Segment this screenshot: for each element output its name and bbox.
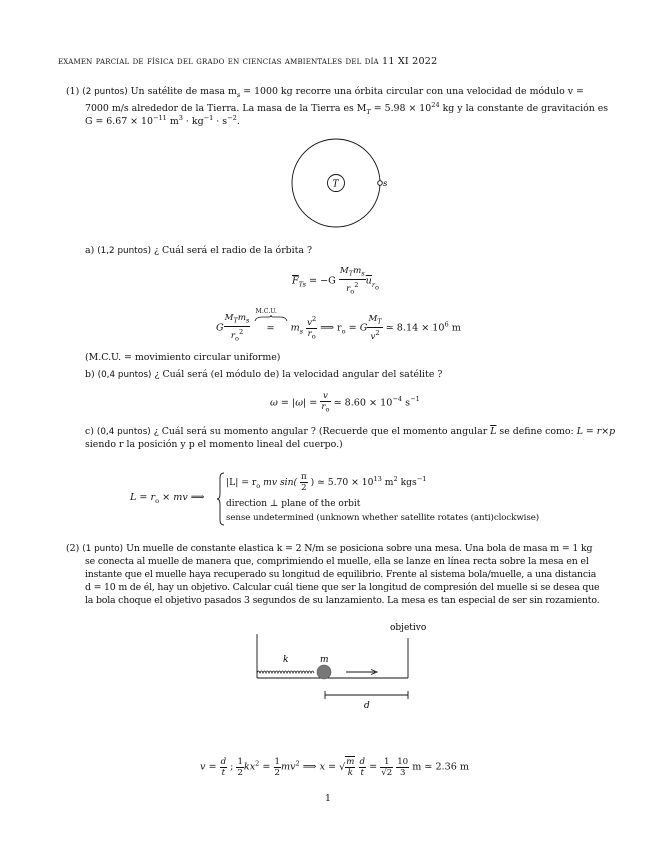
mcu-result-prefix: ⟹ r xyxy=(320,322,342,334)
force-equation: $\overline{F}_{Ts} = -G$ $\frac{M_Tm_s}{r_o^2}$ $\overline{u}_{r_o}$ xyxy=(292,266,379,296)
question-b-label: b) xyxy=(85,369,95,380)
solution-kx: kx xyxy=(243,761,256,773)
mcu-note: (M.C.U. = movimiento circular uniforme) xyxy=(85,352,281,363)
angular-velocity-equation: ω = |ω| = $\frac{v}{r_o}$ ≃ $8.60 \times 10^{-4}$ $s^{-1}$ xyxy=(270,391,420,414)
angmom-value: ) ≃ 5.70 × 10 xyxy=(310,477,374,488)
problem-1-line-2: 7000 m/s alrededor de la Tierra. La masa de la Tierra es $M_T = 5.98 \times 10^{24}$ kg y la constante de gravitación es xyxy=(85,101,609,116)
omega-fraction: $\frac{v}{r_o}$ xyxy=(321,391,330,414)
omega-den: r xyxy=(321,402,326,412)
angmom-lhs-a: L = r xyxy=(130,492,156,503)
angular-momentum-line-2: direction ⊥ plane of the orbit xyxy=(226,499,361,509)
spring-diagram xyxy=(250,618,440,710)
problem-1-line-1: (1) (2 puntos) Un satélite de masa $m_s = 1000$ kg recorre una órbita circular con una velocidad de módulo v = xyxy=(66,86,584,99)
solution-frac-dt: $\frac{d}{t}$ xyxy=(220,756,227,778)
question-c-points: (0,4 puntos) xyxy=(96,427,151,437)
problem-2-line-5: la bola choque el objetivo pasados 3 segundos de su lanzamiento. La mesa es tan especial de ser sin rozamiento. xyxy=(85,595,600,606)
solution-frac-10-3: $\frac{10}{3}$ xyxy=(397,756,409,778)
problem-1-text-h: · kg xyxy=(185,116,204,128)
mcu-rhs-den: r xyxy=(307,329,312,340)
problem-1-text-g: m xyxy=(169,116,179,128)
mass-label: m xyxy=(320,655,329,665)
mcu-equation: G $\frac{M_Tm_s}{r_o^2}$ M.C.U. = $m_s$ $\frac{v^2}{r_o}$ ⟹ $r_o = G$ $\frac{M_T}{v^2}$ ≃ $8.14 \times 10^6$ m xyxy=(216,307,461,343)
problem-1-text-b: = 1000 kg recorre una órbita circular con una velocidad de módulo v = xyxy=(243,86,584,97)
solution-frac-sqrt2: $\frac{1}{√2}$ xyxy=(381,756,393,778)
force-num: M xyxy=(339,266,349,276)
angmom-mag-b: mv sin( xyxy=(263,477,298,488)
question-a-label: a) xyxy=(85,245,95,256)
solution-implies: ⟹ x = xyxy=(302,761,337,773)
problem-2-number: (2) xyxy=(66,543,80,554)
angmom-mag-a: |L| = r xyxy=(226,477,257,488)
solution-frac-mk: $\frac{m}{k}$ xyxy=(346,757,355,778)
problem-1-text-i: · s xyxy=(216,116,228,128)
mcu-label: M.C.U. xyxy=(255,307,277,315)
question-c-text-1b: se define como: xyxy=(499,426,574,437)
omega-value: ≃ 8.60 × 10 xyxy=(333,397,393,409)
force-eq-mid: = −G xyxy=(309,275,336,287)
question-c-text-1: ¿ Cuál será su momento angular ? (Recuerde que el momento angular xyxy=(153,426,488,437)
problem-2-line-1 xyxy=(66,543,592,556)
angular-momentum-lhs: $L = r_o$ × mv ⟹ xyxy=(130,492,205,505)
spring-constant-label: k xyxy=(283,655,289,665)
problem-1-text-j: . xyxy=(236,116,240,128)
solution-eq-2: = xyxy=(369,761,378,773)
question-a-text: ¿ Cuál será el radio de la órbita ? xyxy=(154,245,313,256)
question-c-label: c) xyxy=(85,426,94,437)
solution-frac-dt-2: $\frac{d}{t}$ xyxy=(359,756,366,778)
problem-1-points: (2 puntos) xyxy=(82,87,128,97)
mcu-lhs-den: r xyxy=(230,330,236,341)
angmom-frac-num: π xyxy=(301,472,307,482)
radius-exponent: 6 xyxy=(444,320,449,329)
omega-exponent: −4 xyxy=(392,395,403,404)
spring-coil-icon xyxy=(257,671,314,673)
radius-value: ≃ 8.14 × 10 xyxy=(385,322,445,334)
solution-frac-half-2: $\frac{1}{2}$ xyxy=(274,756,280,778)
mcu-rhs-fraction: $\frac{v^2}{r_o}$ xyxy=(307,315,317,341)
angmom-unit-kgs: kgs xyxy=(400,477,417,488)
angmom-fraction xyxy=(300,472,308,493)
problem-1-text-f: G = 6.67 × 10 xyxy=(85,116,153,128)
solution-value: m ≃ 2.36 m xyxy=(412,761,469,773)
omega-lhs: ω = |ω| = xyxy=(270,397,318,409)
satellite-label: s xyxy=(383,179,388,189)
target-label: objetivo xyxy=(390,623,427,633)
angmom-unit-m: m xyxy=(384,477,394,488)
omega-num: v xyxy=(323,391,328,401)
question-b xyxy=(85,369,442,382)
solution-sep: ; xyxy=(230,761,234,773)
overbrace-icon xyxy=(254,315,288,322)
problem-1-text-d: = 5.98 × 10 xyxy=(373,103,432,115)
problem-1-text-a: Un satélite de masa m xyxy=(130,86,237,97)
radius-unit: m xyxy=(451,322,461,334)
angular-momentum-line-3: sense undetermined (unknown whether satellite rotates (anti)clockwise) xyxy=(226,513,540,523)
angmom-exponent: 13 xyxy=(373,474,382,483)
solution-v: v = xyxy=(200,761,217,773)
problem-1-text-c: 7000 m/s alrededor de la Tierra. La masa de la Tierra es M xyxy=(85,103,367,115)
angular-momentum-line-1: $|L| = r_o$ mv sin( $\frac{\pi}{2}$ ) ≃ $5.70 \times 10^{13}$ $m^2$ kgs$^{-1}$ xyxy=(226,472,427,493)
solution-mv: mv xyxy=(281,761,296,773)
radius-den: v xyxy=(370,331,376,342)
question-a-points: (1,2 puntos) xyxy=(97,246,152,256)
left-brace-icon xyxy=(217,472,225,526)
angmom-frac-den: 2 xyxy=(301,483,307,493)
distance-label: d xyxy=(364,701,370,710)
mcu-lhs-num: M xyxy=(224,313,234,323)
problem-2-points: (1 punto) xyxy=(82,544,124,554)
radius-num: M xyxy=(368,314,378,325)
page-number: 1 xyxy=(325,793,331,804)
mcu-rhs-num: v xyxy=(307,318,312,329)
page-header: examen parcial de física del grado en ciencias ambientales del día 11 XI 2022 xyxy=(58,56,438,67)
problem-2-text-1: Un muelle de constante elastica k = 2 N/m se posiciona sobre una mesa. Una bola de masa m = 1 kg xyxy=(126,543,593,554)
force-symbol: $\overline{F}$ xyxy=(292,275,299,287)
question-c-line-2: siendo r la posición y p el momento lineal del cuerpo.) xyxy=(85,439,343,450)
orbit-diagram xyxy=(288,135,398,235)
satellite-dot xyxy=(378,181,383,186)
question-b-text: ¿ Cuál será (el módulo de) la velocidad angular del satélite ? xyxy=(154,369,443,380)
radius-fraction: $\frac{M_T}{v^2}$ xyxy=(368,314,382,342)
omega-unit: s xyxy=(405,397,411,409)
force-fraction: $\frac{M_Tm_s}{r_o^2}$ xyxy=(339,266,365,296)
angmom-lhs-b: × mv ⟹ xyxy=(162,492,205,503)
question-b-points: (0,4 puntos) xyxy=(97,370,152,380)
solution-frac-half-1: $\frac{1}{2}$ xyxy=(237,756,243,778)
ball xyxy=(317,665,331,679)
problem-2-line-4: d = 10 m de él, hay un objetivo. Calcular cuál tiene que ser la longitud de compresión del muelle si se desea que xyxy=(85,582,600,593)
question-a xyxy=(85,245,312,258)
question-c-line-1: c) (0,4 puntos) ¿ Cuál será su momento angular ? (Recuerde que el momento angular $\overline{L}$ se define como: L = r×p xyxy=(85,426,616,437)
problem-2-line-3: instante que el muelle haya recuperado su longitud de equilibrio. Frente al sistema bola/muelle, a una distancia xyxy=(85,569,597,580)
problem-1-line-3: $G = 6.67 \times 10^{-11}$ $m^3 \cdot kg^{-1} \cdot s^{-2}$. xyxy=(85,114,240,128)
mcu-lhs-fraction: $\frac{M_Tm_s}{r_o^2}$ xyxy=(224,313,250,343)
unit-vector: $\overline{u}$ xyxy=(365,275,372,287)
solution-eq: = xyxy=(262,761,271,773)
problem-1-number: (1) xyxy=(66,86,80,97)
problem-1-text-e: kg y la constante de gravitación es xyxy=(442,103,609,115)
solution-equation: v = $\frac{d}{t}$ ; $\frac{1}{2}$ $kx^2$ = $\frac{1}{2}$ $mv^2$ ⟹ x = √ $\frac{m}{k}$ $\frac{d}{t}$ = $\frac{1}{√2}$ $\frac{10}{3}$ m ≃ 2.36 m xyxy=(200,756,469,778)
earth-label: T xyxy=(332,179,339,190)
problem-2-line-2: se conecta al muelle de manera que, comprimiendo el muelle, ella se lanze en línea recta sobre la mesa en el xyxy=(85,556,589,567)
force-den: r xyxy=(346,283,351,294)
